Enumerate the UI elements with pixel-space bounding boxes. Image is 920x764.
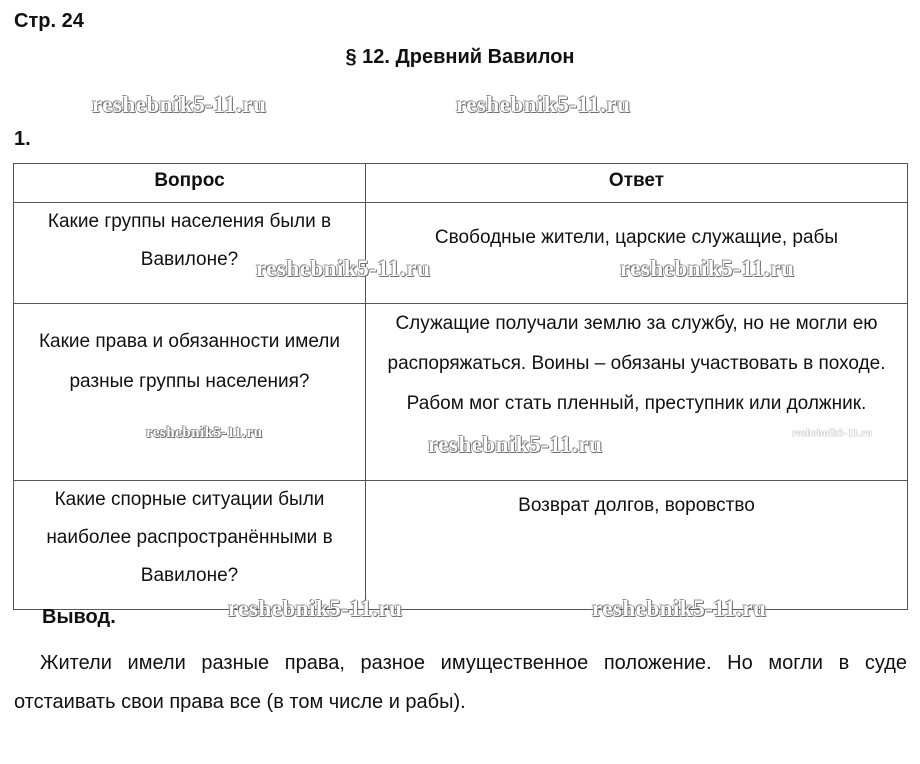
answer-cell: Служащие получали землю за службу, но не могли ею распоряжаться. Воины – обязаны участвовать в походе. Рабом мог стать пленный, преступник или должник. — [366, 304, 908, 481]
watermark: reshebnik5-11.ru — [456, 92, 631, 117]
watermark: reshebnik5-11.ru — [592, 596, 767, 621]
watermark: reshebnik5-11.ru — [256, 256, 431, 281]
column-header-question: Вопрос — [14, 164, 366, 203]
page-number: Стр. 24 — [14, 10, 84, 32]
table-row — [14, 481, 908, 610]
question-cell: Какие группы населения были в Вавилоне? — [14, 203, 366, 304]
watermark: reshebnik5-11.ru — [792, 428, 873, 439]
table-header-row — [14, 164, 908, 203]
question-cell: Какие права и обязанности имели разные группы населения? — [14, 304, 366, 481]
task-number: 1. — [14, 128, 31, 150]
column-header-answer: Ответ — [366, 164, 908, 203]
question-cell: Какие спорные ситуации были наиболее распространёнными в Вавилоне? — [14, 481, 366, 610]
watermark: reshebnik5-11.ru — [228, 596, 403, 621]
answer-cell: Возврат долгов, воровство — [366, 481, 908, 610]
section-title: § 12. Древний Вавилон — [345, 46, 575, 68]
watermark: reshebnik5-11.ru — [92, 92, 267, 117]
table-row — [14, 203, 908, 304]
conclusion-label: Вывод. — [42, 606, 116, 628]
conclusion-text: Жители имели разные права, разное имущественное положение. Но могли в суде отстаивать свои права все (в том числе и рабы). — [14, 652, 907, 713]
answer-cell: Свободные жители, царские служащие, рабы — [366, 203, 908, 304]
qa-table — [13, 163, 908, 610]
watermark: reshebnik5-11.ru — [146, 425, 263, 441]
watermark: reshebnik5-11.ru — [428, 432, 603, 457]
watermark: reshebnik5-11.ru — [620, 256, 795, 281]
